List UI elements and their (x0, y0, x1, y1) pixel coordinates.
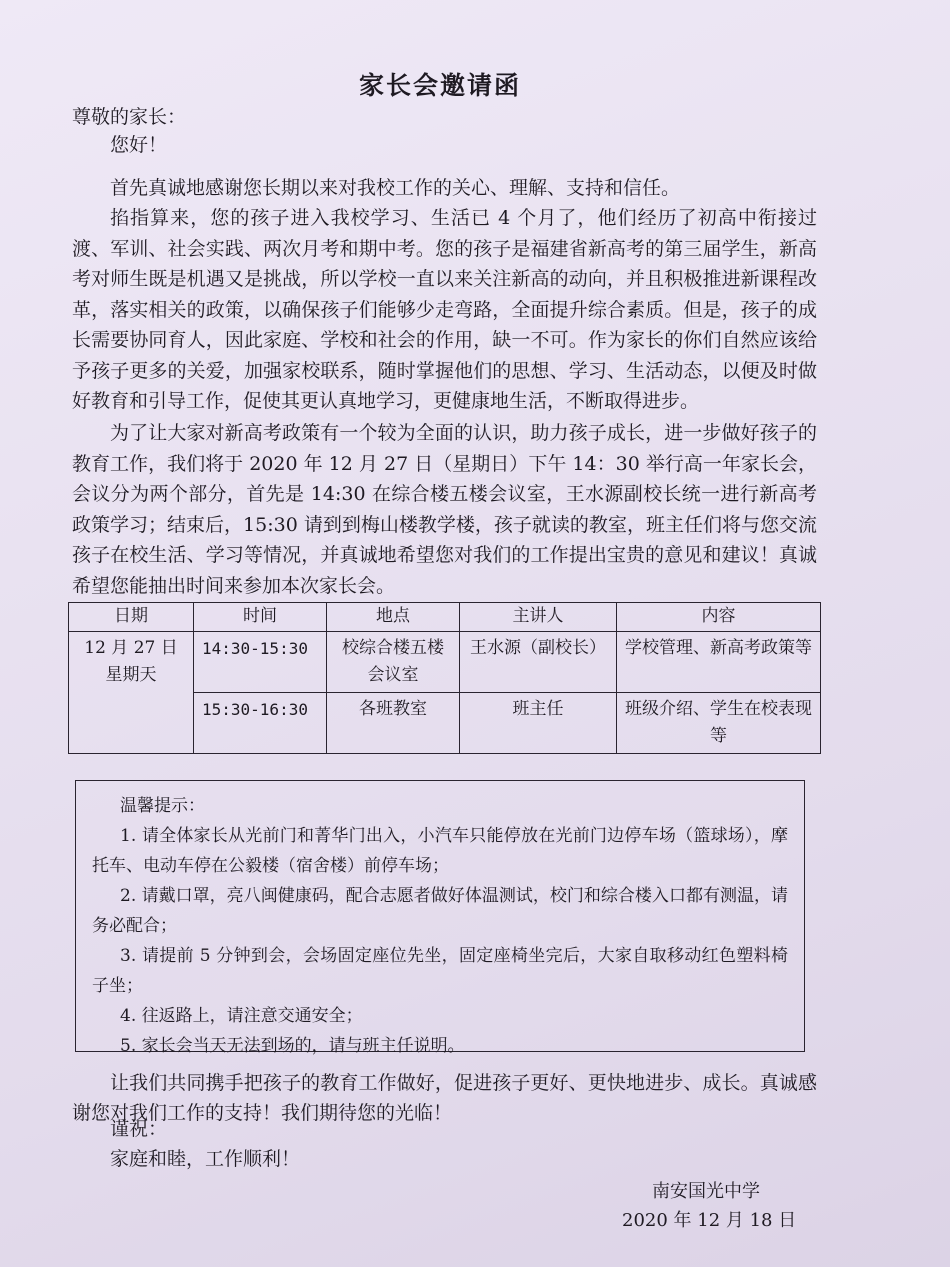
date-cell (69, 632, 194, 754)
time-cell: 14:30-15:30 (194, 632, 327, 693)
header-place: 地点 (327, 603, 460, 632)
header-date: 日期 (69, 603, 194, 632)
paragraph-thanks: 首先真诚地感谢您长期以来对我校工作的关心、理解、支持和信任。 (110, 177, 681, 199)
schedule-table (68, 602, 821, 754)
place-cell: 校综合楼五楼会议室 (327, 632, 460, 693)
tip-item: 5. 家长会当天无法到场的，请与班主任说明。 (120, 1036, 465, 1056)
tip-item: 1. 请全体家长从光前门和菁华门出入，小汽车只能停放在光前门边停车场（篮球场），摩托车、电动车停在公毅楼（宿舍楼）前停车场； (92, 826, 788, 876)
table-row (69, 632, 821, 693)
signature-date: 2020 年 12 月 18 日 (622, 1210, 797, 1231)
header-time: 时间 (194, 603, 327, 632)
date-value: 12 月 27 日 (84, 638, 178, 658)
header-content: 内容 (617, 603, 821, 632)
tips-box (75, 780, 805, 1056)
schedule-header-row (69, 603, 821, 632)
greeting: 您好！ (110, 134, 168, 156)
regards: 谨祝： (110, 1118, 168, 1140)
letter-title: 家长会邀请函 (358, 71, 521, 100)
tip-item: 4. 往返路上，请注意交通安全； (120, 1006, 363, 1026)
content-cell: 学校管理、新高考政策等 (617, 632, 821, 693)
time-cell: 15:30-16:30 (194, 693, 327, 754)
weekday-value: 星期天 (105, 665, 157, 685)
speaker-cell: 王水源（副校长） (460, 632, 617, 693)
tip-item: 2. 请戴口罩，亮八闽健康码，配合志愿者做好体温测试，校门和综合楼入口都有测温，请务必配合； (92, 886, 788, 936)
content-cell: 班级介绍、学生在校表现等 (617, 693, 821, 754)
closing-paragraph: 让我们共同携手把孩子的教育工作做好，促进孩子更好、更快地进步、成长。真诚感谢您对我们工作的支持！我们期待您的光临！ (72, 1072, 817, 1124)
tip-item: 3. 请提前 5 分钟到会，会场固定座位先坐，固定座椅坐完后，大家自取移动红色塑料椅子坐； (92, 946, 788, 996)
paragraph-background: 掐指算来，您的孩子进入我校学习、生活已 4 个月了，他们经历了初高中衔接过渡、军训、社会实践、两次月考和期中考。您的孩子是福建省新高考的第三届学生，新高考对师生既是机遇又是挑战，所以学校一直以来关注新高的动向，并且积极推进新课程改革，落实相关的政策，以确保孩子们能够少走弯路，全面提升综合素质。但是，孩子的成长需要协同育人，因此家庭、学校和社会的作用，缺一不可。作为家长的你们自然应该给予孩子更多的关爱，加强家校联系，随时掌握他们的思想、学习、生活动态，以便及时做好教育和引导工作，促使其更认真地学习，更健康地生活，不断取得进步。 (72, 207, 817, 412)
paragraph-meeting-details: 为了让大家对新高考政策有一个较为全面的认识，助力孩子成长，进一步做好孩子的教育工作，我们将于 2020 年 12 月 27 日（星期日）下午 14：30 举行高一年家长会，会议分为两个部分，首先是 14:30 在综合楼五楼会议室，王水源副校长统一进行新高考政策学习；结束后，15:30 请到到梅山楼教学楼，孩子就读的教室，班主任们将与您交流孩子在校生活、学习等情况，并真诚地希望您对我们的工作提出宝贵的意见和建议！真诚希望您能抽出时间来参加本次家长会。 (72, 422, 817, 597)
speaker-cell: 班主任 (460, 693, 617, 754)
wish: 家庭和睦，工作顺利！ (110, 1148, 301, 1170)
place-cell: 各班教室 (327, 693, 460, 754)
salutation: 尊敬的家长： (72, 106, 187, 128)
tips-title: 温馨提示： (120, 796, 205, 816)
signature-school: 南安国光中学 (652, 1181, 760, 1202)
header-speaker: 主讲人 (460, 603, 617, 632)
